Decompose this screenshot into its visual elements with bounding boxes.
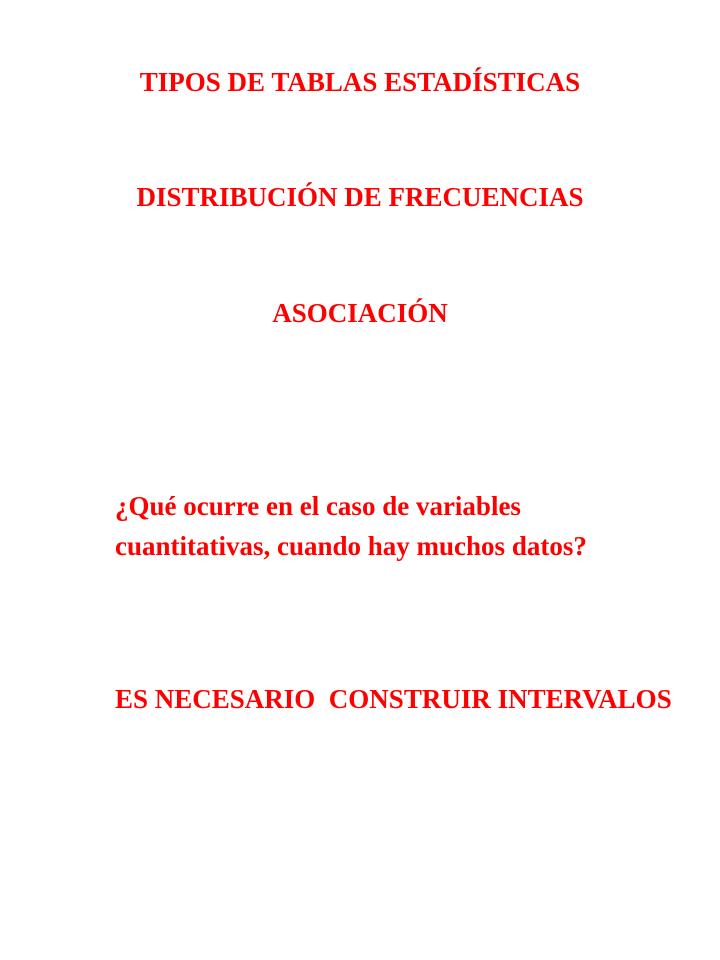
- section-heading-distribution: DISTRIBUCIÓN DE FRECUENCIAS: [136, 182, 584, 212]
- section-heading-association: ASOCIACIÓN: [272, 298, 448, 328]
- answer-text: ES NECESARIO CONSTRUIR INTERVALOS: [115, 684, 672, 714]
- page-title: TIPOS DE TABLAS ESTADÍSTICAS: [139, 67, 581, 97]
- question-text: ¿Qué ocurre en el caso de variables cuantitativas, cuando hay muchos datos?: [115, 491, 587, 561]
